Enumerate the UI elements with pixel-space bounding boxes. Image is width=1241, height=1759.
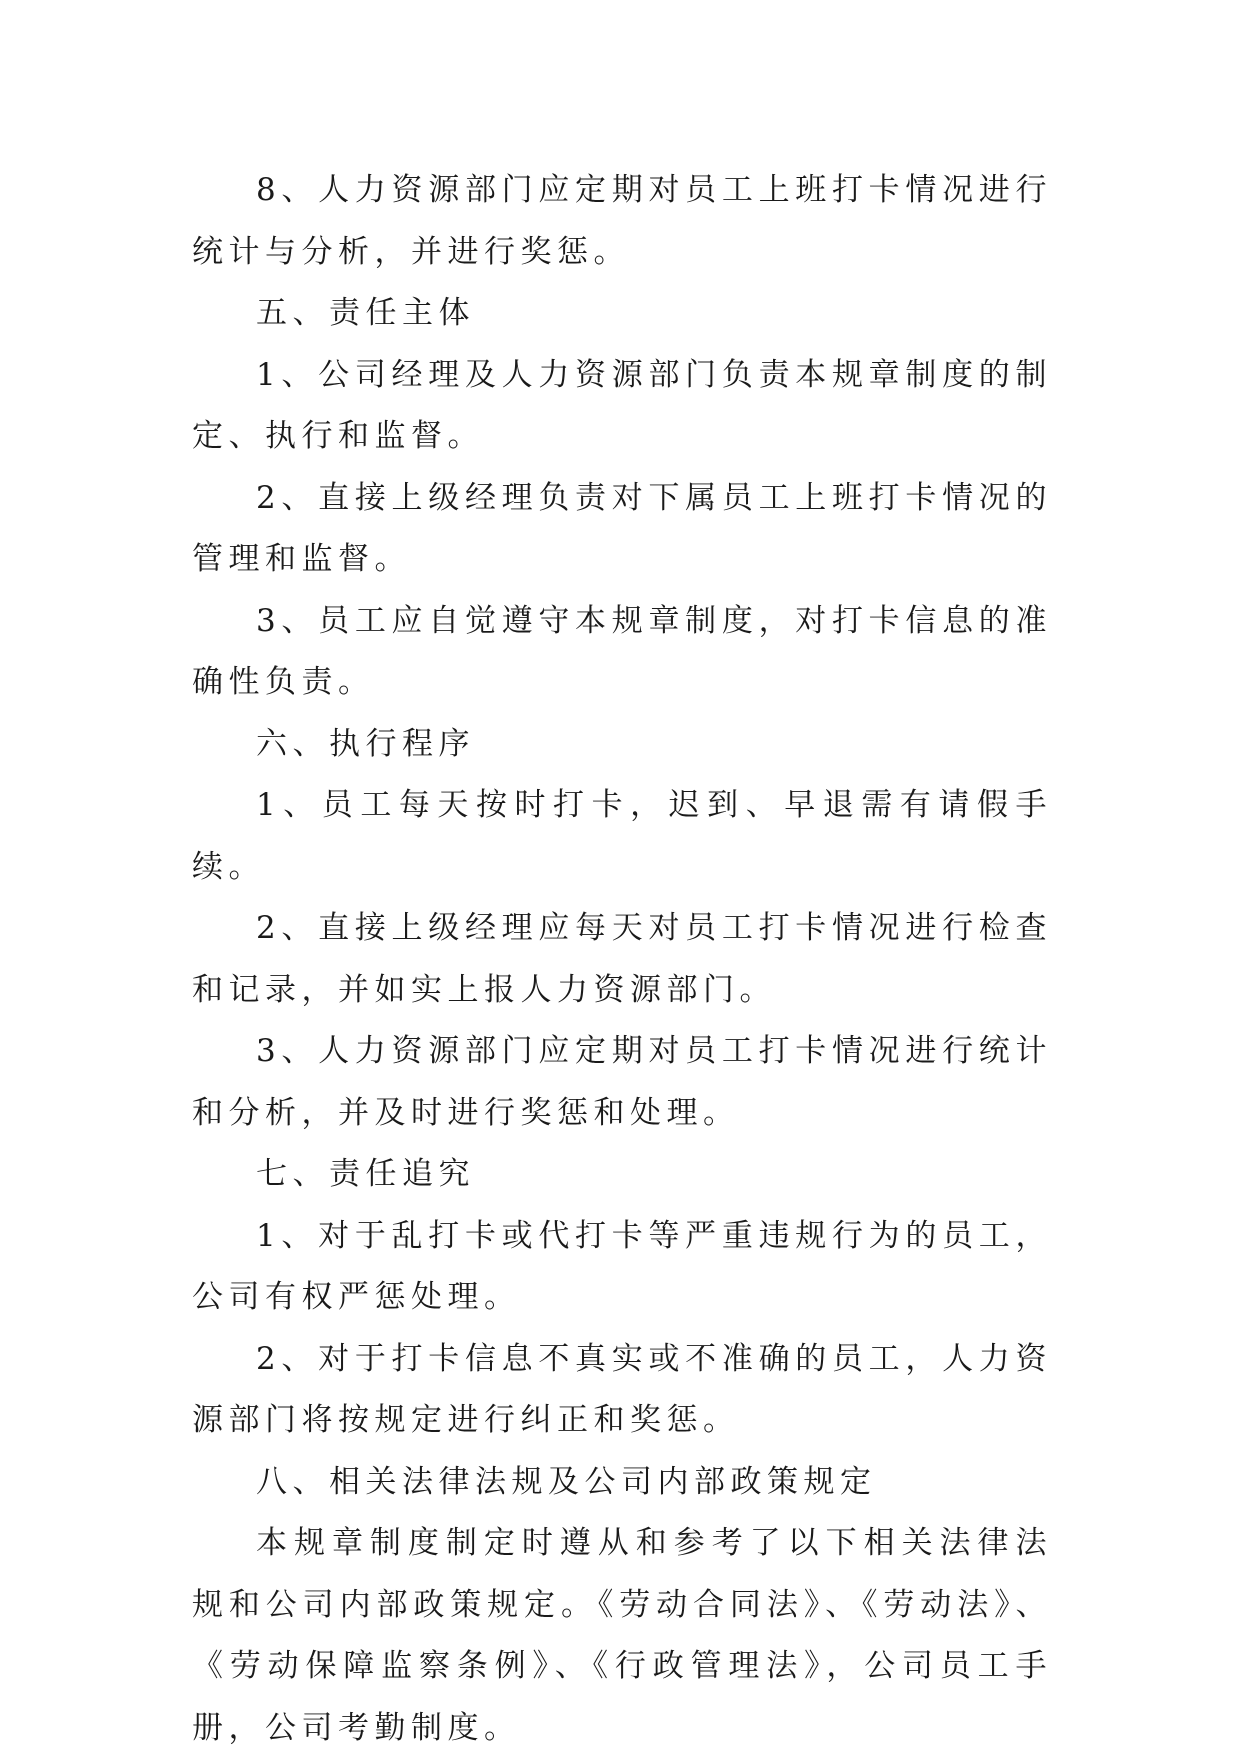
paragraph-laws-and-policies: 本规章制度制定时遵从和参考了以下相关法律法规和公司内部政策规定。《劳动合同法》、《劳动法》、《劳动保障监察条例》、《行政管理法》，公司员工手册，公司考勤制度。 [192, 1525, 1052, 1746]
section-heading-execution-procedure: 六、执行程序 [256, 725, 475, 762]
paragraph-procedure-2: 2、直接上级经理应每天对员工打卡情况进行检查和记录，并如实上报人力资源部门。 [192, 910, 1052, 1008]
section-heading-accountability: 七、责任追究 [256, 1156, 475, 1192]
paragraph-accountability-1: 1、对于乱打卡或代打卡等严重违规行为的员工，公司有权严惩处理。 [192, 1217, 1052, 1315]
paragraph-responsibility-3: 3、员工应自觉遵守本规章制度，对打卡信息的准确性负责。 [192, 602, 1052, 700]
paragraph-responsibility-1: 1、公司经理及人力资源部门负责本规章制度的制定、执行和监督。 [192, 356, 1052, 454]
paragraph-item-8-hr-statistics: 8、人力资源部门应定期对员工上班打卡情况进行统计与分析，并进行奖惩。 [192, 172, 1052, 270]
document-body [192, 160, 1052, 1759]
section-heading-responsibility-subject: 五、责任主体 [256, 295, 475, 331]
paragraph-accountability-2: 2、对于打卡信息不真实或不准确的员工，人力资源部门将按规定进行纠正和奖惩。 [192, 1340, 1052, 1438]
paragraph-procedure-1: 1、员工每天按时打卡，迟到、早退需有请假手续。 [192, 787, 1052, 885]
paragraph-procedure-3: 3、人力资源部门应定期对员工打卡情况进行统计和分析，并及时进行奖惩和处理。 [192, 1033, 1052, 1131]
section-heading-laws-and-policies: 八、相关法律法规及公司内部政策规定 [256, 1463, 877, 1500]
paragraph-responsibility-2: 2、直接上级经理负责对下属员工上班打卡情况的管理和监督。 [192, 479, 1052, 577]
